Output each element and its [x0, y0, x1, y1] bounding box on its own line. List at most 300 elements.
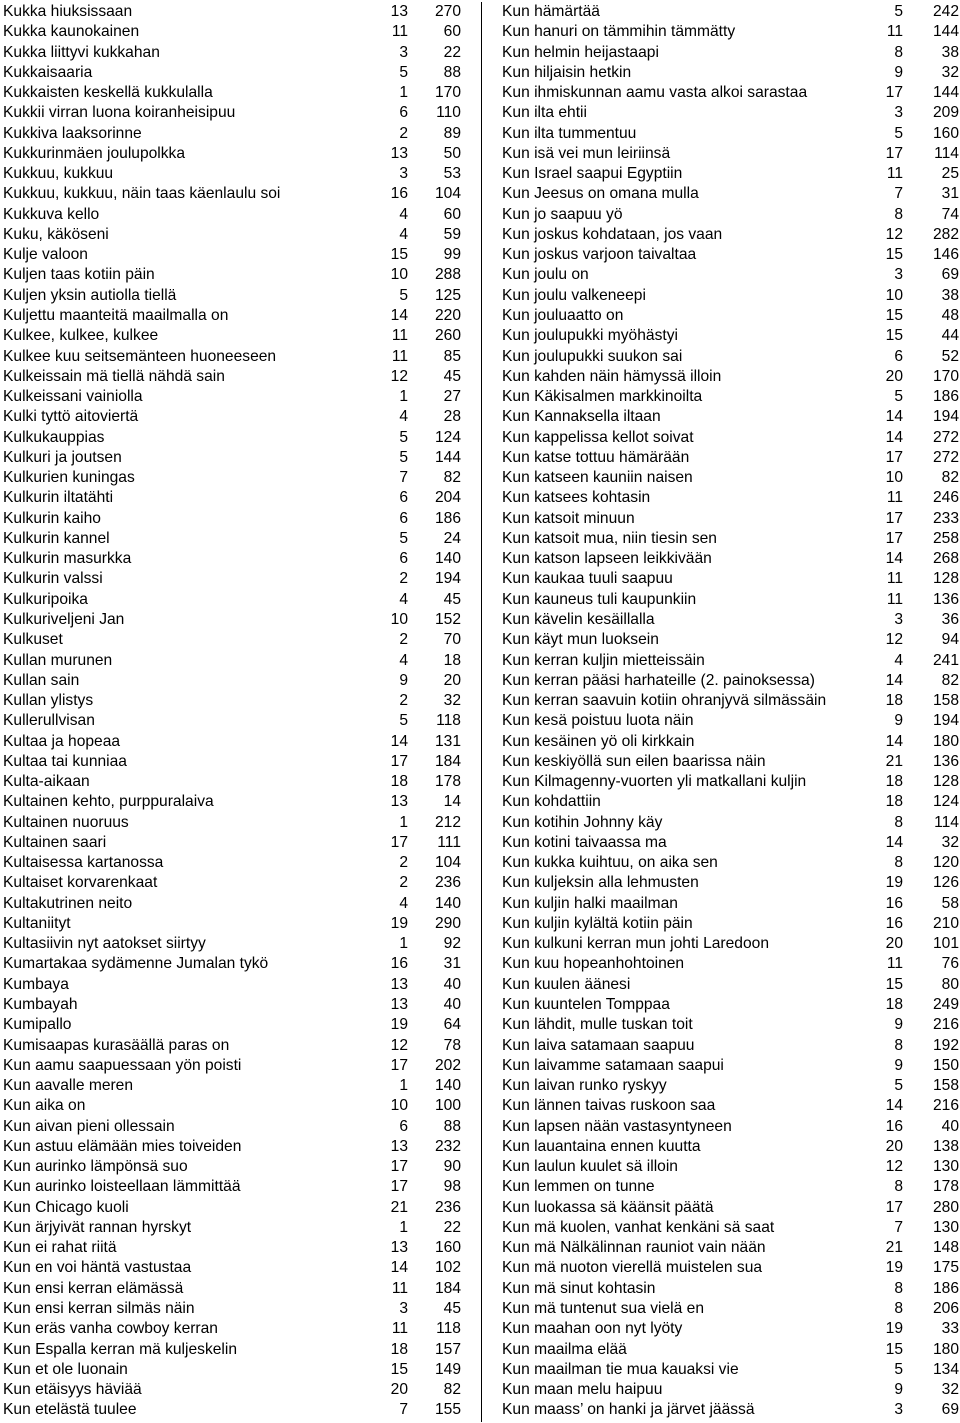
song-title: Kultainen nuoruus [3, 813, 129, 831]
page-number: 40 [443, 996, 461, 1014]
column-a-number: 9 [894, 63, 903, 81]
page-number: 170 [434, 84, 461, 102]
column-a-number: 8 [894, 1300, 903, 1317]
song-title: Kun Kannaksella iltaan [502, 408, 661, 426]
index-row [502, 975, 960, 995]
index-row [502, 1056, 960, 1076]
song-title: Kulkuset [3, 631, 63, 649]
song-title: Kun katseen kauniin naisen [502, 469, 693, 487]
column-a-number: 6 [399, 489, 408, 507]
page-number: 149 [434, 1360, 461, 1378]
page-number: 22 [443, 43, 461, 61]
index-row [3, 590, 463, 610]
column-a-number: 11 [886, 590, 903, 608]
page-number: 100 [434, 1097, 461, 1115]
column-a-number: 17 [390, 1158, 408, 1176]
column-a-number: 5 [399, 286, 408, 304]
column-a-number: 13 [390, 1239, 408, 1257]
page-number: 44 [941, 327, 959, 345]
page-number: 130 [932, 1158, 959, 1176]
index-row [502, 995, 960, 1015]
column-a-number: 11 [886, 570, 903, 588]
index-row [502, 387, 960, 407]
song-title: Kun lapsen nään vastasyntyneen [502, 1117, 732, 1135]
column-a-number: 8 [894, 205, 903, 223]
song-title: Kun aivan pieni ollessain [3, 1117, 175, 1135]
page-number: 88 [443, 63, 461, 81]
page-number: 178 [434, 773, 461, 791]
column-a-number: 4 [399, 205, 408, 223]
page-number: 80 [941, 975, 959, 993]
song-title: Kun Kilmagenny-vuorten yli matkallani kuljin [502, 773, 807, 791]
page-number: 180 [932, 1340, 959, 1358]
song-title: Kun lauantaina ennen kuutta [502, 1137, 701, 1155]
page-number: 260 [434, 327, 461, 345]
song-title: Kun joskus kohdataan, jos vaan [502, 225, 723, 243]
page-number: 241 [932, 651, 959, 669]
column-a-number: 3 [894, 1401, 903, 1419]
column-a-number: 5 [399, 712, 408, 730]
song-title: Kun kaukaa tuuli saapuu [502, 570, 673, 588]
song-title: Kun ilta ehtii [502, 104, 587, 122]
index-row [502, 853, 960, 873]
index-row [502, 22, 960, 42]
song-title: Kulkeissain mä tiellä nähdä sain [3, 367, 225, 385]
song-title: Kultaa tai kunniaa [3, 752, 127, 770]
index-row [502, 265, 960, 285]
page-number: 32 [941, 1381, 959, 1399]
song-title: Kumisaapas kurasäällä paras on [3, 1036, 230, 1054]
page-number: 104 [434, 854, 461, 872]
column-a-number: 4 [399, 408, 408, 426]
song-title: Kun katsoit minuun [502, 509, 635, 527]
column-a-number: 12 [885, 631, 903, 649]
page-number: 209 [932, 104, 959, 122]
column-a-number: 9 [894, 1016, 903, 1034]
song-title: Kumartakaa sydämenne Jumalan tykö [3, 955, 269, 973]
page-number: 40 [941, 1117, 959, 1135]
song-title: Kun isä vei mun leiriinsä [502, 144, 671, 162]
song-title: Kun kerran pääsi harhateille (2. painoksessa) [502, 671, 815, 689]
page-number: 89 [443, 124, 461, 142]
song-title: Kullan ylistys [3, 692, 94, 710]
song-title: Kultainen saari [3, 833, 107, 851]
page-number: 126 [932, 874, 959, 892]
index-row [502, 1076, 960, 1096]
index-row [502, 772, 960, 792]
index-row [502, 1137, 960, 1157]
index-row [3, 22, 463, 42]
page-number: 158 [932, 692, 959, 710]
page-number: 64 [443, 1016, 461, 1034]
index-row [3, 43, 463, 63]
column-a-number: 14 [885, 1097, 903, 1115]
column-a-number: 18 [885, 996, 903, 1014]
page-number: 272 [932, 428, 959, 446]
song-title: Kun kuljin halki maailman [502, 894, 678, 912]
column-a-number: 18 [885, 692, 903, 710]
index-row [3, 286, 463, 306]
index-row [502, 63, 960, 83]
index-row [3, 164, 463, 184]
song-title: Kun luokassa sä käänsit päätä [502, 1198, 714, 1216]
page-number: 202 [434, 1056, 461, 1074]
column-a-number: 3 [894, 104, 903, 122]
index-row [502, 954, 960, 974]
index-row [3, 1036, 463, 1056]
column-a-number: 13 [390, 144, 408, 162]
column-a-number: 11 [391, 347, 408, 365]
column-a-number: 9 [399, 671, 408, 689]
column-a-number: 10 [390, 1097, 408, 1115]
song-title: Kun kesäinen yö oli kirkkain [502, 732, 695, 750]
page-number: 152 [434, 610, 461, 628]
song-title: Kukka hiuksissaan [3, 3, 133, 20]
page-number: 184 [434, 752, 461, 770]
index-row [3, 509, 463, 529]
song-title: Kullan murunen [3, 651, 113, 669]
song-title: Kukkiva laaksorinne [3, 124, 142, 142]
page-number: 144 [932, 23, 959, 41]
song-title: Kun aamu saapuessaan yön poisti [3, 1056, 242, 1074]
column-a-number: 2 [399, 570, 408, 588]
index-row [502, 691, 960, 711]
page-number: 170 [932, 367, 959, 385]
song-title: Kun lännen taivas ruskoon saa [502, 1097, 716, 1115]
song-title: Kun mä kuolen, vanhat kenkäni sä saat [502, 1218, 775, 1236]
index-row [502, 1258, 960, 1278]
page-number: 246 [932, 489, 959, 507]
song-title: Kun kesä poistuu luota näin [502, 712, 694, 730]
index-row [502, 1117, 960, 1137]
song-title: Kulkee kuu seitsemänteen huoneeseen [3, 347, 277, 365]
song-title: Kun kahden näin hämyssä illoin [502, 367, 722, 385]
index-row [3, 792, 463, 812]
song-title: Kun aika on [3, 1097, 86, 1115]
column-a-number: 21 [390, 1198, 408, 1216]
index-row [502, 509, 960, 529]
column-a-number: 20 [885, 935, 903, 953]
page-number: 38 [941, 286, 959, 304]
column-a-number: 11 [886, 165, 903, 183]
index-row [3, 671, 463, 691]
page-number: 194 [932, 408, 959, 426]
column-a-number: 14 [390, 732, 408, 750]
index-row [502, 651, 960, 671]
song-title: Kun kuljin kylältä kotiin päin [502, 914, 693, 932]
column-a-number: 21 [885, 1239, 903, 1257]
page-number: 45 [443, 590, 461, 608]
page-number: 206 [932, 1300, 959, 1317]
song-title: Kun hanuri on tämmihin tämmätty [502, 23, 736, 41]
song-title: Kukka kaunokainen [3, 23, 140, 41]
column-a-number: 13 [390, 3, 408, 20]
page-number: 69 [941, 266, 959, 284]
column-a-number: 14 [390, 306, 408, 324]
song-title: Kun kotini taivaassa ma [502, 833, 667, 851]
song-title: Kun joulupukki suukon sai [502, 347, 683, 365]
column-a-number: 12 [390, 1036, 408, 1054]
song-title: Kun aavalle meren [3, 1077, 134, 1095]
index-row [3, 610, 463, 630]
song-title: Kullan sain [3, 671, 80, 689]
song-title: Kultaisessa kartanossa [3, 854, 164, 872]
page-number: 45 [443, 1300, 461, 1317]
song-title: Kun katsees kohtasin [502, 489, 651, 507]
column-a-number: 17 [390, 833, 408, 851]
page-number: 160 [434, 1239, 461, 1257]
song-title: Kun lähdit, mulle tuskan toit [502, 1016, 693, 1034]
page-number: 204 [434, 489, 461, 507]
column-a-number: 5 [894, 3, 903, 20]
page-number: 212 [434, 813, 461, 831]
page-number: 131 [434, 732, 461, 750]
column-a-number: 14 [390, 1259, 408, 1277]
page-number: 101 [932, 935, 959, 953]
page-number: 134 [932, 1360, 959, 1378]
song-title: Kukka liittyvi kukkahan [3, 43, 160, 61]
page-number: 82 [443, 1381, 461, 1399]
song-title: Kun joulu valkeneepi [502, 286, 646, 304]
index-row [502, 1340, 960, 1360]
song-title: Kun kotihin Johnny käy [502, 813, 663, 831]
index-row [3, 1340, 463, 1360]
song-title: Kun kävelin kesäillalla [502, 610, 655, 628]
page-number: 144 [434, 448, 461, 466]
index-row [3, 549, 463, 569]
index-row [502, 711, 960, 731]
song-title: Kun maahan oon nyt lyöty [502, 1320, 683, 1338]
song-title: Kulkurin iltatähti [3, 489, 114, 507]
index-row [502, 914, 960, 934]
page-number: 138 [932, 1137, 959, 1155]
index-row [502, 103, 960, 123]
page-number: 32 [941, 63, 959, 81]
index-row [3, 306, 463, 326]
page-number: 18 [443, 651, 461, 669]
page-number: 125 [434, 286, 461, 304]
page-number: 31 [941, 185, 959, 203]
song-title: Kun ilta tummentuu [502, 124, 637, 142]
song-title: Kun joulu on [502, 266, 589, 284]
index-row [3, 772, 463, 792]
column-a-number: 11 [391, 1320, 408, 1338]
page-number: 82 [941, 469, 959, 487]
song-title: Kulkurin kannel [3, 529, 110, 547]
page-number: 155 [434, 1401, 461, 1419]
index-row [502, 1400, 960, 1420]
index-row [3, 1380, 463, 1400]
index-row [3, 1096, 463, 1116]
index-row [3, 1279, 463, 1299]
page-number: 194 [932, 712, 959, 730]
song-title: Kun kohdattiin [502, 793, 601, 811]
index-row [502, 1238, 960, 1258]
column-a-number: 17 [390, 752, 408, 770]
song-title: Kulki tyttö aitoviertä [3, 408, 139, 426]
song-title: Kultainen kehto, purppuralaiva [3, 793, 214, 811]
song-title: Kulkuriveljeni Jan [3, 610, 125, 628]
column-divider [481, 2, 482, 1422]
page-number: 216 [932, 1097, 959, 1115]
index-row [502, 184, 960, 204]
column-a-number: 4 [399, 590, 408, 608]
column-a-number: 20 [885, 367, 903, 385]
page-number: 144 [932, 84, 959, 102]
song-title: Kun laivamme satamaan saapui [502, 1056, 724, 1074]
column-a-number: 17 [885, 529, 903, 547]
song-title: Kun Jeesus on omana mulla [502, 185, 699, 203]
index-row [3, 914, 463, 934]
index-row [3, 448, 463, 468]
column-a-number: 1 [399, 935, 408, 953]
column-a-number: 5 [399, 529, 408, 547]
page-number: 178 [932, 1178, 959, 1196]
index-row [3, 1076, 463, 1096]
column-a-number: 13 [390, 996, 408, 1014]
column-a-number: 15 [885, 975, 903, 993]
song-title: Kun laulun kuulet sä illoin [502, 1158, 678, 1176]
column-a-number: 15 [885, 1340, 903, 1358]
index-row [502, 1036, 960, 1056]
index-row [502, 671, 960, 691]
index-row [502, 1380, 960, 1400]
song-title: Kun astuu elämään mies toiveiden [3, 1137, 242, 1155]
song-title: Kun Käkisalmen markkinoilta [502, 388, 703, 406]
page-number: 82 [941, 671, 959, 689]
page-number: 268 [932, 550, 959, 568]
page-number: 69 [941, 1401, 959, 1419]
index-row [502, 732, 960, 752]
column-a-number: 9 [894, 1381, 903, 1399]
page-number: 52 [941, 347, 959, 365]
column-a-number: 19 [885, 1320, 903, 1338]
index-row [3, 1137, 463, 1157]
index-row [3, 975, 463, 995]
column-a-number: 19 [390, 1016, 408, 1034]
page-number: 272 [932, 448, 959, 466]
page-number: 58 [941, 894, 959, 912]
column-a-number: 8 [894, 813, 903, 831]
song-title: Kulkurin masurkka [3, 550, 132, 568]
song-title: Kun ihmiskunnan aamu vasta alkoi sarastaa [502, 84, 808, 102]
column-a-number: 14 [885, 408, 903, 426]
column-a-number: 15 [885, 327, 903, 345]
column-a-number: 17 [885, 84, 903, 102]
song-title: Kun maan melu haipuu [502, 1381, 663, 1399]
column-a-number: 3 [399, 165, 408, 183]
page-number: 78 [443, 1036, 461, 1054]
song-title: Kun kuljeksin alla lehmusten [502, 874, 699, 892]
column-a-number: 17 [390, 1178, 408, 1196]
column-a-number: 19 [885, 874, 903, 892]
song-title: Kun helmin heijastaapi [502, 43, 659, 61]
song-title: Kukkuu, kukkuu [3, 165, 114, 183]
index-row [502, 428, 960, 448]
page-number: 160 [932, 124, 959, 142]
song-title: Kulkurien kuningas [3, 469, 135, 487]
song-title: Kuljen yksin autiolla tiellä [3, 286, 177, 304]
column-a-number: 1 [399, 388, 408, 406]
index-row [502, 549, 960, 569]
index-row [502, 2, 960, 22]
song-title: Kultaniityt [3, 914, 71, 932]
index-row [502, 873, 960, 893]
column-a-number: 8 [894, 43, 903, 61]
page-number: 40 [443, 975, 461, 993]
page-number: 158 [932, 1077, 959, 1095]
page-number: 27 [443, 388, 461, 406]
page-number: 140 [434, 550, 461, 568]
index-row [3, 651, 463, 671]
song-title: Kun ei rahat riitä [3, 1239, 117, 1257]
column-a-number: 1 [399, 1077, 408, 1095]
column-a-number: 20 [885, 1137, 903, 1155]
song-title: Kumbayah [3, 996, 78, 1014]
column-a-number: 7 [894, 185, 903, 203]
page-number: 76 [941, 955, 959, 973]
page-number: 236 [434, 874, 461, 892]
page-number: 258 [932, 529, 959, 547]
page-number: 186 [434, 509, 461, 527]
column-a-number: 15 [390, 246, 408, 264]
column-a-number: 16 [885, 1117, 903, 1135]
index-row [502, 124, 960, 144]
index-row [3, 995, 463, 1015]
index-row [3, 711, 463, 731]
page-number: 118 [436, 1320, 461, 1338]
page-number: 128 [932, 773, 959, 791]
index-row [3, 1015, 463, 1035]
column-a-number: 8 [894, 854, 903, 872]
page-number: 94 [941, 631, 959, 649]
song-title: Kun käyt mun luoksein [502, 631, 659, 649]
column-a-number: 5 [894, 1077, 903, 1095]
page-number: 90 [443, 1158, 461, 1176]
column-a-number: 3 [894, 266, 903, 284]
song-title: Kultaa ja hopeaa [3, 732, 121, 750]
column-a-number: 11 [886, 23, 903, 41]
page-number: 50 [443, 144, 461, 162]
index-row [3, 347, 463, 367]
index-row [502, 144, 960, 164]
page-number: 38 [941, 43, 959, 61]
index-row [3, 1157, 463, 1177]
song-title: Kumbaya [3, 975, 69, 993]
page-number: 184 [434, 1279, 461, 1297]
column-a-number: 2 [399, 631, 408, 649]
index-row [502, 83, 960, 103]
page-number: 24 [443, 529, 461, 547]
page-number: 20 [443, 671, 461, 689]
column-a-number: 8 [894, 1036, 903, 1054]
song-title: Kun keskiyöllä sun eilen baarissa näin [502, 752, 766, 770]
song-title: Kun katsoit mua, niin tiesin sen [502, 529, 717, 547]
column-a-number: 6 [399, 104, 408, 122]
column-a-number: 12 [390, 367, 408, 385]
index-row [3, 569, 463, 589]
page-number: 270 [434, 3, 461, 20]
column-a-number: 7 [894, 1218, 903, 1236]
song-title: Kun Israel saapui Egyptiin [502, 165, 683, 183]
index-row [3, 1400, 463, 1420]
page-number: 220 [434, 306, 461, 324]
column-a-number: 14 [885, 732, 903, 750]
page-number: 150 [932, 1056, 959, 1074]
column-a-number: 11 [886, 489, 903, 507]
index-row [3, 954, 463, 974]
song-title: Kun maass’ on hanki ja järvet jäässä [502, 1401, 755, 1419]
